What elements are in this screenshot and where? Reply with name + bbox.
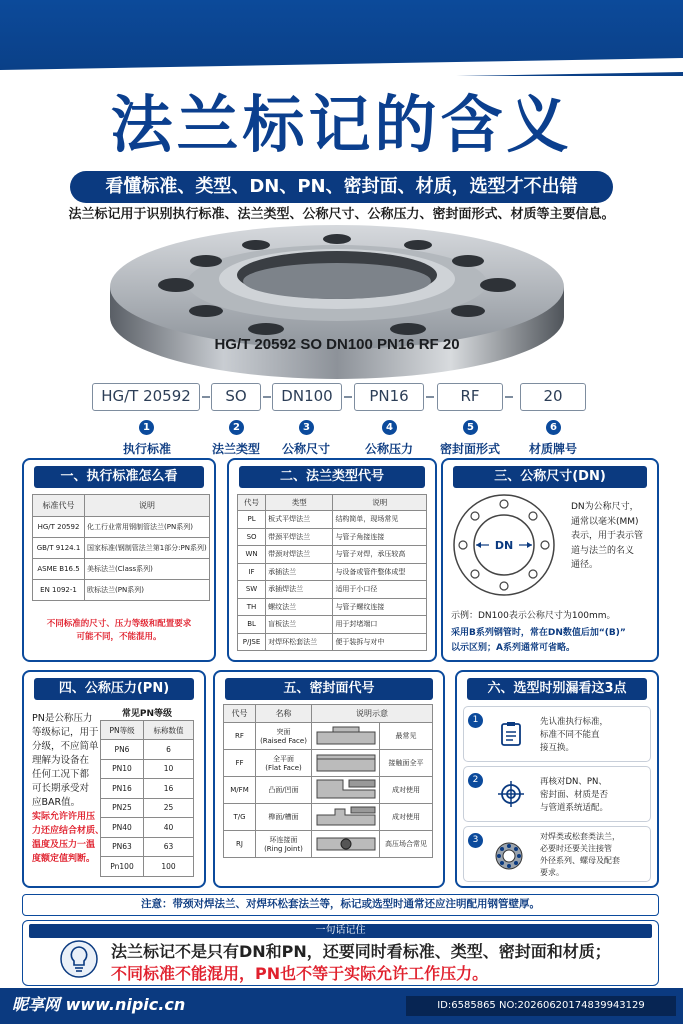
num-badge: 2 [468,773,483,788]
marking-breakdown [92,383,588,413]
table-row: Pn100 100 [101,857,194,877]
top-banner [0,0,683,76]
panel-flange-types [227,458,437,662]
panel-title: 五、密封面代号 [225,678,433,700]
sealing-table [223,704,433,858]
table-row: SO 带颈平焊法兰 与管子角接连接 [238,528,427,546]
motto-line-1: 法兰标记不是只有DN和PN，还要同时看标准、类型、密封面和材质； [111,942,611,961]
num-badge: 3 [468,833,483,848]
motto-line-2: 不同标准不能混用，PN也不等于实际允许工作压力。 [111,964,489,983]
dn-note: 采用B系列钢管时，常在DN数值后加“(B)” 以示区别；A系列通常可省略。 [451,628,626,653]
label-face: 密封面形式 [439,442,500,456]
table-row: M/FM 凸面/凹面 成对使用 [224,777,433,804]
target-icon [498,781,524,807]
tip-item-2: 2 再核对DN、PN、 密封面、材质是否 与管道系统适配。 [463,766,651,822]
table-row: RF 突面 (Raised Face) 最常见 [224,723,433,750]
panel-title: 一、执行标准怎么看 [34,466,204,488]
standards-warning: 不同标准的尺寸、压力等级和配置要求 可能不同，不能混用。 [46,619,192,642]
panel-title: 四、公称压力(PN) [34,678,194,700]
tip-item-1: 1 先认准执行标准， 标准不同不能直 接互换。 [463,706,651,762]
table-row: IF 承插法兰 与设备或管件整体成型 [238,563,427,581]
tip-item-3: 3 对焊类或松套类法兰， 必要时还要关注接管 外径系列、螺母及配套 要求。 [463,826,651,882]
num-badge: 1 [468,713,483,728]
pn-table [100,720,194,877]
motto-box [22,920,659,986]
table-header: 标称数值 [144,721,194,740]
page-title: 法兰标记的含义 [110,88,573,161]
mark-box-type: SO [211,383,261,411]
mark-box-face: RF [437,383,503,411]
table-row: HG/T 20592 化工行业常用钢制管法兰(PN系列) [33,517,210,538]
table-header: 说明示意 [312,705,433,723]
table-header: 标准代号 [33,495,85,517]
lightbulb-icon [59,937,99,981]
panel-sealing-face [213,670,445,888]
num-badge: 2 [229,420,244,435]
table-row: EN 1092-1 欧标法兰(PN系列) [33,580,210,601]
table-row: RJ 环连接面 (Ring Joint) 高压场合常见 [224,831,433,858]
table-row: PN40 40 [101,818,194,838]
table-header: 代号 [224,705,256,723]
ring-joint-face-icon [315,832,377,854]
label-type: 法兰类型 [211,442,260,456]
num-badge: 4 [382,420,397,435]
table-header: 说明 [85,495,210,517]
table-row: WN 带颈对焊法兰 与管子对焊，承压较高 [238,546,427,564]
mark-box-dn: DN100 [272,383,342,411]
flat-face-icon [315,751,377,773]
table-row: PN6 6 [101,740,194,760]
dn-example: 示例：DN100表示公称尺寸为100mm。 [451,611,616,621]
num-badge: 1 [139,420,154,435]
label-pn: 公称压力 [364,442,413,456]
bolted-flange-icon [494,841,524,871]
table-row: PL 板式平焊法兰 结构简单，现场常见 [238,511,427,529]
label-material: 材质牌号 [528,442,577,456]
marking-labels [92,420,588,456]
table-row: P/JSE 对焊环松套法兰 便于装拆与对中 [238,633,427,651]
table-row: FF 全平面 (Flat Face) 接触面全平 [224,750,433,777]
table-row: GB/T 9124.1 国家标准(钢制管法兰第1部分:PN系列) [33,538,210,559]
mark-box-pn: PN16 [354,383,424,411]
pn-warning: 实际允许许用压 力还应结合材质、 温度及压力一温 度额定值判断。 [32,812,105,864]
table-row: PN25 25 [101,798,194,818]
note-banner: 注意：带颈对焊法兰、对焊环松套法兰等，标记或选型时通常还应注明配用钢管壁厚。 [22,894,659,916]
checklist-icon [498,721,524,747]
watermark-logo: 昵享网 www.nipic.cn [12,995,186,1014]
num-badge: 5 [463,420,478,435]
table-row: PN16 16 [101,779,194,799]
label-standard: 执行标准 [122,442,171,456]
subtitle-banner: 看懂标准、类型、DN、PN、密封面、材质，选型才不出错 [70,171,613,203]
panel-title: 六、选型时别漏看这3点 [467,678,647,700]
panel-title: 三、公称尺寸(DN) [453,466,647,488]
mark-box-standard: HG/T 20592 [92,383,200,411]
table-row: PN10 10 [101,759,194,779]
label-dn: 公称尺寸 [281,442,330,456]
types-table [237,494,427,651]
motto-title: 一句话记住 [29,924,652,938]
table-row: BL 盲板法兰 用于封堵端口 [238,616,427,634]
pn-description: PN是公称压力 等级标记，用于 分级，不应简单 理解为设备在 任何工况下都 可长期承受对 应BAR值。 [32,713,99,808]
num-badge: 3 [299,420,314,435]
panel-standards [22,458,216,662]
table-header: 名称 [256,705,312,723]
panel-title: 二、法兰类型代号 [239,466,425,488]
panel-selection-tips [455,670,659,888]
table-row: PN63 63 [101,837,194,857]
tongue-groove-face-icon [315,805,377,827]
dn-label: DN [494,539,514,552]
flange-marking-text: HG/T 20592 SO DN100 PN16 RF 20 [214,336,460,353]
table-row: SW 承插焊法兰 适用于小口径 [238,581,427,599]
intro-text: 法兰标记用于识别执行标准、法兰类型、公称尺寸、公称压力、密封面形式、材质等主要信息。 [68,207,615,222]
raised-face-icon [315,724,377,746]
table-header: PN等级 [101,721,144,740]
table-row: ASME B16.5 美标法兰(Class系列) [33,559,210,580]
table-header: 类型 [266,495,333,511]
dn-description: DN为公称尺寸， 通常以毫米(MM) 表示，用于表示管 道与法兰的名义 通径。 [571,502,644,570]
num-badge: 6 [546,420,561,435]
dn-diagram [451,492,557,598]
table-header: 说明 [333,495,427,511]
mark-box-material: 20 [520,383,586,411]
image-id-label: ID:6585865 NO:20260620174839943129 [406,996,676,1016]
panel-dn [441,458,659,662]
male-female-face-icon [315,778,377,800]
table-row: TH 螺纹法兰 与管子螺纹连接 [238,598,427,616]
table-row: T/G 榫面/槽面 成对使用 [224,804,433,831]
standards-table [32,494,210,601]
table-header: 代号 [238,495,266,511]
panel-pn [22,670,206,888]
flange-illustration [106,225,568,380]
pn-table-title: 常见PN等级 [121,709,173,719]
